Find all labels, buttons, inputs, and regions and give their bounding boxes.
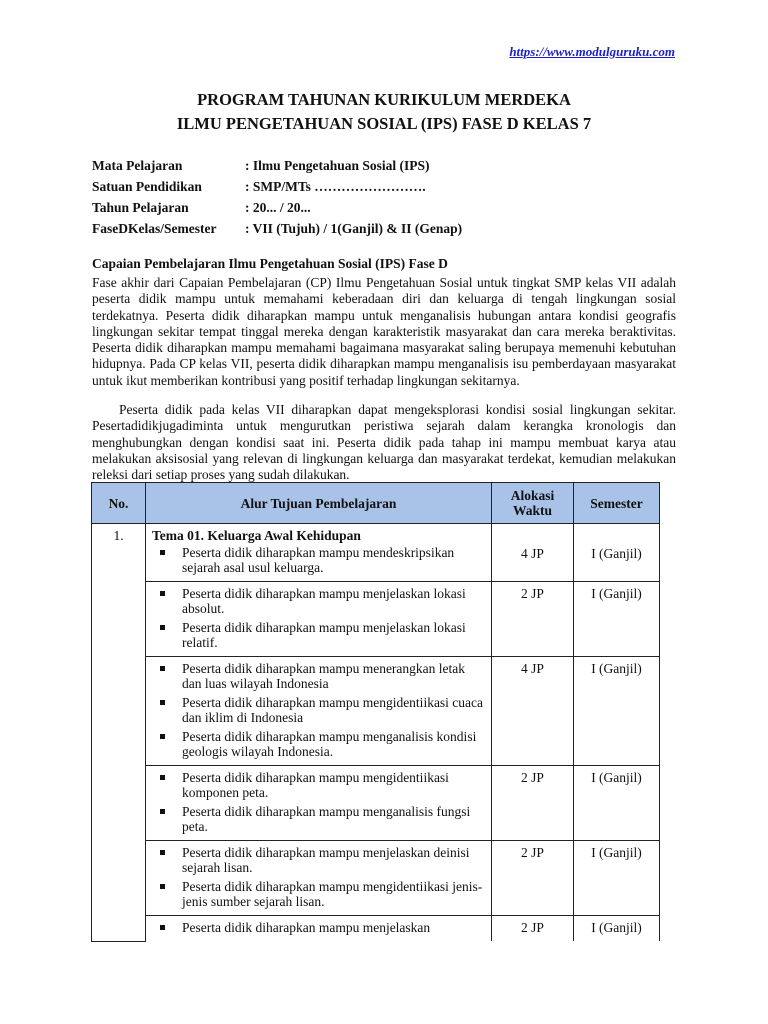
meta-row: [92, 176, 462, 197]
list-item: Peserta didik diharapkan mampu menjelaskan lokasi absolut.: [152, 586, 485, 616]
list-item: Peserta didik diharapkan mampu menjelaskan deinisi sejarah lisan.: [152, 845, 485, 875]
atp-cell: [146, 524, 492, 582]
objective-list: [152, 545, 485, 575]
meta-label: Satuan Pendidikan: [92, 179, 202, 194]
table-header-row: [92, 483, 660, 524]
meta-row: [92, 197, 462, 218]
table-row: [92, 524, 660, 582]
atp-cell: [146, 657, 492, 766]
website-link[interactable]: https://www.modulguruku.com: [509, 44, 675, 59]
table-row: [92, 916, 660, 942]
document-title-line-2: ILMU PENGETAHUAN SOSIAL (IPS) FASE D KELAS 7: [176, 114, 592, 133]
objective-list: [152, 770, 485, 834]
cp-paragraph-2: Peserta didik pada kelas VII diharapkan dapat mengeksplorasi kondisi sosial lingkungan sekitar. Pesertadidikjugadiminta untuk mengurutkan peristiwa sejarah dalam kerangka kronologis dan menghubungkan dengan kondisi saat ini. Peserta didik pada tahap ini mampu membuat karya atau melakukan aksisosial yang relevan di lingkungan keluarga dan masyarakat terdekat, kemudian melakukan releksi dari setiap proses yang sudah dilakukan.: [92, 402, 676, 483]
alokasi-cell: 4 JP: [492, 524, 574, 582]
meta-value: : SMP/MTs …………………….: [245, 179, 426, 194]
list-item: Peserta didik diharapkan mampu menganalisis fungsi peta.: [152, 804, 485, 834]
cp-paragraph-1: Fase akhir dari Capaian Pembelajaran (CP) Ilmu Pengetahuan Sosial untuk tingkat SMP kelas VII adalah peserta didik mampu untuk memahami keberadaan diri dan keluarga di tengah lingkungan sosial terdekatnya. Peserta didik diharapkan mampu untuk menganalisis hubungan antara kondisi geografis lingkungan sekitar tempat tinggal mereka dengan karakteristik masyarakat dan cara mereka beraktivitas. Peserta didik diharapkan mampu memahami bagaimana masyarakat saling berupaya memenuhi kebutuhan hidupnya. Pada CP kelas VII, peserta didik diharapkan mampu menganalisis isu pemberdayaan masyarakat untuk ikut memberikan kontribusi yang positif terhadap lingkungan sekitarnya.: [92, 275, 676, 388]
list-item: Peserta didik diharapkan mampu menerangkan letak dan luas wilayah Indonesia: [152, 661, 485, 691]
header-atp: Alur Tujuan Pembelajaran: [146, 483, 492, 524]
alokasi-cell: 4 JP: [492, 657, 574, 766]
header-semester: Semester: [574, 483, 660, 524]
meta-value: : VII (Tujuh) / 1(Ganjil) & II (Genap): [245, 221, 463, 236]
list-item: Peserta didik diharapkan mampu mengidentiikasi komponen peta.: [152, 770, 485, 800]
list-item: Peserta didik diharapkan mampu menjelaskan lokasi relatif.: [152, 620, 485, 650]
cp-heading: Capaian Pembelajaran Ilmu Pengetahuan Sosial (IPS) Fase D: [92, 256, 448, 271]
alokasi-cell: 2 JP: [492, 916, 574, 942]
semester-cell: I (Ganjil): [574, 766, 660, 841]
meta-value: : Ilmu Pengetahuan Sosial (IPS): [245, 158, 430, 173]
row-number: 1.: [92, 524, 146, 942]
alokasi-cell: 2 JP: [492, 582, 574, 657]
semester-cell: I (Ganjil): [574, 524, 660, 582]
meta-row: [92, 155, 462, 176]
list-item: Peserta didik diharapkan mampu menjelaskan: [152, 920, 485, 935]
theme-title: Tema 01. Keluarga Awal Kehidupan: [152, 528, 361, 543]
meta-label: FaseDKelas/Semester: [92, 221, 217, 236]
semester-cell: I (Ganjil): [574, 841, 660, 916]
objective-list: [152, 845, 485, 909]
meta-label: Tahun Pelajaran: [92, 200, 189, 215]
table-row: [92, 766, 660, 841]
meta-row: [92, 218, 462, 239]
objective-list: [152, 586, 485, 650]
table-row: [92, 582, 660, 657]
list-item: Peserta didik diharapkan mampu mengidentiikasi jenis-jenis sumber sejarah lisan.: [152, 879, 485, 909]
header-no: No.: [92, 483, 146, 524]
header-alokasi: Alokasi Waktu: [492, 483, 574, 524]
semester-cell: I (Ganjil): [574, 582, 660, 657]
document-title-line-1: PROGRAM TAHUNAN KURIKULUM MERDEKA: [197, 90, 571, 109]
atp-table: [91, 482, 660, 942]
table-row: [92, 841, 660, 916]
atp-cell: [146, 841, 492, 916]
atp-cell: [146, 582, 492, 657]
identity-block: [92, 155, 462, 239]
table-row: [92, 657, 660, 766]
atp-cell: [146, 766, 492, 841]
alokasi-cell: 2 JP: [492, 766, 574, 841]
meta-label: Mata Pelajaran: [92, 158, 183, 173]
meta-value: : 20... / 20...: [245, 200, 311, 215]
semester-cell: I (Ganjil): [574, 916, 660, 942]
list-item: Peserta didik diharapkan mampu mendeskripsikan sejarah asal usul keluarga.: [152, 545, 485, 575]
objective-list: [152, 920, 485, 935]
alokasi-cell: 2 JP: [492, 841, 574, 916]
semester-cell: I (Ganjil): [574, 657, 660, 766]
atp-cell: [146, 916, 492, 942]
list-item: Peserta didik diharapkan mampu menganalisis kondisi geologis wilayah Indonesia.: [152, 729, 485, 759]
list-item: Peserta didik diharapkan mampu mengidentiikasi cuaca dan iklim di Indonesia: [152, 695, 485, 725]
objective-list: [152, 661, 485, 759]
